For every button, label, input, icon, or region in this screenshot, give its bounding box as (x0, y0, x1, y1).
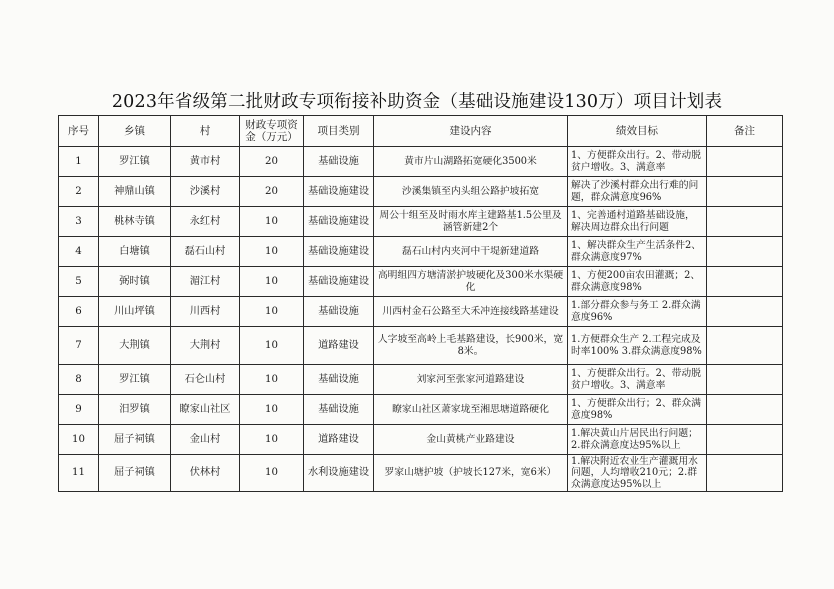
cell-category: 基础设施建设 (304, 177, 374, 207)
cell-town: 汨罗镇 (99, 395, 171, 425)
cell-village: 沙溪村 (171, 177, 240, 207)
cell-category: 基础设施 (304, 297, 374, 327)
cell-note (707, 267, 783, 297)
cell-no: 4 (59, 237, 99, 267)
cell-village: 大荆村 (171, 327, 240, 365)
cell-content: 瞭家山社区萧家垅至湘思塘道路硬化 (374, 395, 568, 425)
cell-no: 6 (59, 297, 99, 327)
cell-content: 沙溪集镇至内头组公路护坡拓宽 (374, 177, 568, 207)
cell-content: 刘家河至张家河道路建设 (374, 365, 568, 395)
cell-town: 桃林寺镇 (99, 207, 171, 237)
cell-goal: 1、解决群众生产生活条件2、群众满意度97% (568, 237, 707, 267)
table-header-row (59, 116, 783, 147)
cell-note (707, 177, 783, 207)
cell-goal: 1、方便200亩农田灌溉；2、群众满意度98% (568, 267, 707, 297)
cell-note (707, 207, 783, 237)
cell-no: 10 (59, 425, 99, 455)
cell-town: 弼时镇 (99, 267, 171, 297)
cell-content: 罗家山塘护坡（护坡长127米，宽6米） (374, 455, 568, 492)
cell-fund: 10 (240, 327, 304, 365)
cell-village: 石仑山村 (171, 365, 240, 395)
header-fund: 财政专项资金（万元） (240, 116, 304, 147)
table-row (59, 147, 783, 177)
cell-fund: 10 (240, 207, 304, 237)
document-title: 2023年省级第二批财政专项衔接补助资金（基础设施建设130万）项目计划表 (111, 92, 723, 112)
cell-town: 白塘镇 (99, 237, 171, 267)
cell-town: 屈子祠镇 (99, 455, 171, 492)
cell-category: 基础设施 (304, 147, 374, 177)
cell-goal: 1.方便群众生产 2.工程完成及时率100% 3.群众满意度98% (568, 327, 707, 365)
cell-village: 磊石山村 (171, 237, 240, 267)
project-plan-table (58, 115, 783, 492)
cell-goal: 1、方便群众出行。2、带动脱贫户增收。3、满意率 (568, 147, 707, 177)
cell-village: 瞭家山社区 (171, 395, 240, 425)
cell-note (707, 425, 783, 455)
cell-content: 川西村金石公路至大禾冲连接线路基建设 (374, 297, 568, 327)
cell-no: 1 (59, 147, 99, 177)
cell-note (707, 327, 783, 365)
cell-category: 水利设施建设 (304, 455, 374, 492)
table-row (59, 425, 783, 455)
cell-note (707, 365, 783, 395)
cell-category: 道路建设 (304, 327, 374, 365)
cell-fund: 10 (240, 395, 304, 425)
cell-town: 川山坪镇 (99, 297, 171, 327)
cell-note (707, 237, 783, 267)
cell-category: 基础设施 (304, 365, 374, 395)
cell-town: 神鼎山镇 (99, 177, 171, 207)
cell-goal: 1.部分群众参与务工 2.群众满意度96% (568, 297, 707, 327)
cell-goal: 1、方便群众出行。2、带动脱贫户增收。3、满意率 (568, 365, 707, 395)
cell-village: 金山村 (171, 425, 240, 455)
table-row (59, 327, 783, 365)
header-no: 序号 (59, 116, 99, 147)
header-town: 乡镇 (99, 116, 171, 147)
cell-goal: 1.解决附近农业生产灌溉用水问题，人均增收210元；2.群众满意度达95%以上 (568, 455, 707, 492)
cell-no: 7 (59, 327, 99, 365)
cell-category: 基础设施建设 (304, 267, 374, 297)
table-row (59, 455, 783, 492)
cell-note (707, 395, 783, 425)
cell-goal: 1、完善通村道路基础设施，解决周边群众出行问题 (568, 207, 707, 237)
cell-no: 3 (59, 207, 99, 237)
header-note: 备注 (707, 116, 783, 147)
cell-fund: 10 (240, 237, 304, 267)
cell-fund: 10 (240, 267, 304, 297)
cell-fund: 20 (240, 147, 304, 177)
cell-town: 罗江镇 (99, 365, 171, 395)
cell-content: 磊石山村内夹河中干堤新建道路 (374, 237, 568, 267)
cell-fund: 10 (240, 425, 304, 455)
cell-town: 大荆镇 (99, 327, 171, 365)
cell-goal: 1、方便群众出行；2、群众满意度98% (568, 395, 707, 425)
cell-fund: 10 (240, 297, 304, 327)
cell-village: 黄市村 (171, 147, 240, 177)
cell-category: 基础设施建设 (304, 207, 374, 237)
header-village: 村 (171, 116, 240, 147)
header-content: 建设内容 (374, 116, 568, 147)
cell-village: 川西村 (171, 297, 240, 327)
cell-goal: 解决了沙溪村群众出行难的问题，群众满意度96% (568, 177, 707, 207)
table-row (59, 395, 783, 425)
cell-village: 永红村 (171, 207, 240, 237)
table-row (59, 237, 783, 267)
cell-note (707, 297, 783, 327)
cell-fund: 20 (240, 177, 304, 207)
cell-village: 湄江村 (171, 267, 240, 297)
cell-fund: 10 (240, 365, 304, 395)
cell-town: 屈子祠镇 (99, 425, 171, 455)
cell-note (707, 147, 783, 177)
cell-content: 金山黄桃产业路建设 (374, 425, 568, 455)
cell-content: 高明组四方塘清淤护坡硬化及300米水渠硬化 (374, 267, 568, 297)
cell-village: 伏林村 (171, 455, 240, 492)
cell-no: 9 (59, 395, 99, 425)
cell-no: 5 (59, 267, 99, 297)
cell-category: 基础设施 (304, 395, 374, 425)
cell-category: 基础设施建设 (304, 237, 374, 267)
cell-town: 罗江镇 (99, 147, 171, 177)
header-goal: 绩效目标 (568, 116, 707, 147)
cell-content: 黄市片山湖路拓宽硬化3500米 (374, 147, 568, 177)
cell-no: 8 (59, 365, 99, 395)
table-row (59, 297, 783, 327)
cell-goal: 1.解决黄山片居民出行问题；2.群众满意度达95%以上 (568, 425, 707, 455)
header-category: 项目类别 (304, 116, 374, 147)
cell-no: 11 (59, 455, 99, 492)
table-row (59, 267, 783, 297)
table-row (59, 177, 783, 207)
cell-content: 人字坡至高岭上毛基路建设，长900米，宽8米。 (374, 327, 568, 365)
table-row (59, 365, 783, 395)
cell-no: 2 (59, 177, 99, 207)
table-row (59, 207, 783, 237)
cell-category: 道路建设 (304, 425, 374, 455)
cell-content: 周公十组至及时雨水库主建路基1.5公里及涵管新建2个 (374, 207, 568, 237)
cell-fund: 10 (240, 455, 304, 492)
cell-note (707, 455, 783, 492)
